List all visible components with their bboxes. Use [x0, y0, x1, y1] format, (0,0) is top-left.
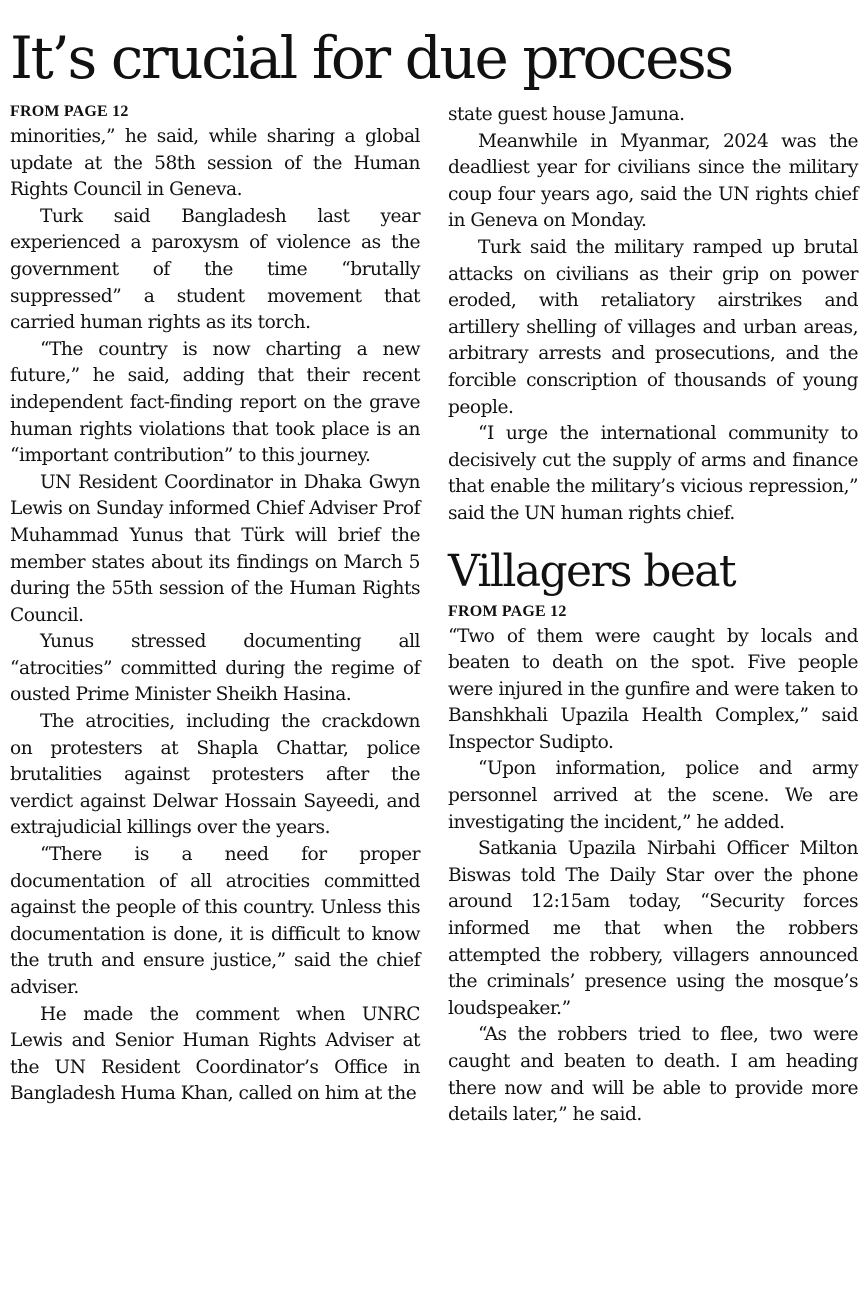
- article-paragraph: He made the comment when UNRC Lewis and Senior Human Rights Adviser at the UN Resident Coordinator’s Office in Bangladesh Huma Khan, called on him at the: [10, 1003, 420, 1105]
- article-paragraph: Meanwhile in Myanmar, 2024 was the deadliest year for civilians since the military coup four years ago, said the UN rights chief in Geneva on Monday.: [448, 130, 858, 232]
- article-paragraph: “There is a need for proper documentation of all atrocities committed against the people of this country. Unless this documentation is done, it is difficult to know the truth and ensure justice,” said the chief adviser.: [10, 844, 420, 998]
- article-paragraph: “I urge the international community to decisively cut the supply of arms and finance that enable the military’s vicious repression,” said the UN human rights chief.: [448, 423, 858, 524]
- second-story-paragraph: “As the robbers tried to flee, two were caught and beaten to death. I am heading there now and will be able to provide more details later,” he said.: [448, 1024, 858, 1126]
- article-paragraph: minorities,” he said, while sharing a global update at the 58th session of the Human Rights Council in Geneva.: [10, 126, 420, 201]
- main-headline: It’s crucial for due process: [10, 24, 732, 92]
- article-paragraph: Turk said the military ramped up brutal attacks on civilians as their grip on power eroded, with retaliatory airstrikes and artillery shelling of villages and urban areas, arbitrary arrests and prosecutions, and the forcible conscription of thousands of young people.: [448, 236, 858, 418]
- article-paragraph: Yunus stressed documenting all “atrocities” committed during the regime of ousted Prime Minister Sheikh Hasina.: [10, 631, 420, 706]
- left-column: [10, 102, 420, 1108]
- second-story-paragraph: Satkania Upazila Nirbahi Officer Milton Biswas told The Daily Star over the phone around 12:15am today, “Security forces informed me that when the robbers attempted the robbery, villagers announced the criminals’ presence using the mosque’s loudspeaker.”: [448, 838, 858, 1019]
- article-paragraph: UN Resident Coordinator in Dhaka Gwyn Lewis on Sunday informed Chief Adviser Prof Muhammad Yunus that Türk will brief the member states about its findings on March 5 during the 55th session of the Human Rights Council.: [10, 471, 420, 626]
- second-story-headline: Villagers beat: [448, 545, 735, 597]
- article-paragraph: Turk said Bangladesh last year experienced a paroxysm of violence as the government of the time “brutally suppressed” a student movement that carried human rights as its torch.: [10, 205, 420, 334]
- article-paragraph: The atrocities, including the crackdown on protesters at Shapla Chattar, police brutalities against protesters after the verdict against Delwar Hossain Sayeedi, and extrajudicial killings over the years.: [10, 711, 420, 839]
- article-paragraph: “The country is now charting a new future,” he said, adding that their recent independent fact-finding report on the grave human rights violations that took place is an “important contribution” to this journey.: [10, 338, 420, 467]
- jump-kicker: FROM PAGE 12: [10, 103, 129, 120]
- second-story-kicker: FROM PAGE 12: [448, 602, 567, 620]
- second-story-paragraph: “Two of them were caught by locals and beaten to death on the spot. Five people were injured in the gunfire and were taken to Banshkhali Upazila Health Complex,” said Inspector Sudipto.: [448, 625, 858, 753]
- second-story-paragraph: “Upon information, police and army personnel arrived at the scene. We are investigating the incident,” he added.: [448, 758, 858, 833]
- article-paragraph: state guest house Jamuna.: [448, 104, 685, 125]
- right-column: [448, 102, 858, 1129]
